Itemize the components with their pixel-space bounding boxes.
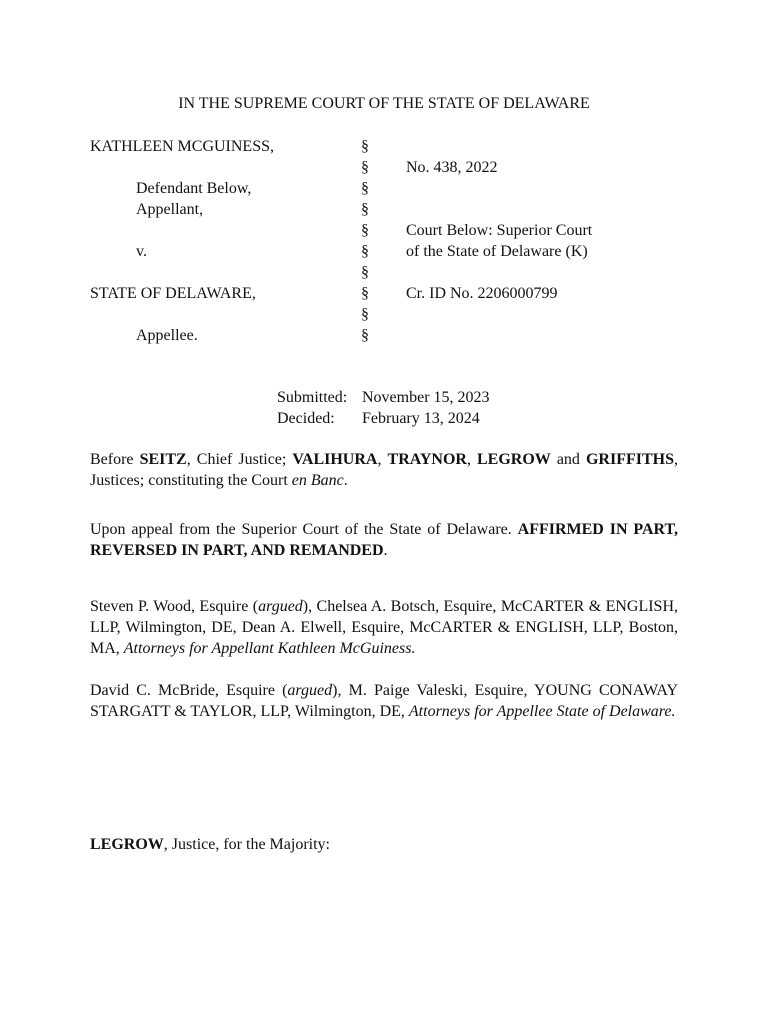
section-symbol: § xyxy=(361,243,369,260)
before-text: . xyxy=(343,472,348,489)
before-text: , Chief Justice; xyxy=(186,451,293,468)
section-symbol: § xyxy=(361,159,369,176)
panel-paragraph xyxy=(90,449,678,491)
section-symbol-column xyxy=(361,136,369,346)
court-below-line-1: Court Below: Superior Court xyxy=(406,222,593,239)
justice-name: LEGROW xyxy=(476,451,551,468)
decided-label: Decided: xyxy=(277,410,335,427)
justice-name: TRAYNOR xyxy=(387,451,467,468)
appellee-counsel-paragraph xyxy=(90,680,678,722)
counsel-role: Attorneys for Appellee State of Delaware. xyxy=(408,703,676,720)
before-prefix: Before xyxy=(90,451,140,468)
section-symbol: § xyxy=(361,180,369,197)
court-title: IN THE SUPREME COURT OF THE STATE OF DELAWARE xyxy=(178,95,590,112)
appellee-name: STATE OF DELAWARE, xyxy=(90,285,256,302)
disposition-paragraph xyxy=(90,519,678,561)
disposition-result: AFFIRMED IN PART, REVERSED IN PART, AND REMANDED xyxy=(90,521,679,559)
versus: v. xyxy=(136,243,147,260)
counsel-text: Steven P. Wood, Esquire ( xyxy=(90,598,259,615)
author-role: , Justice, for the Majority: xyxy=(163,836,330,853)
en-banc: en Banc xyxy=(291,472,344,489)
section-symbol: § xyxy=(361,306,369,323)
counsel-text: ), Chelsea A. Botsch, Esquire, McCARTER & ENGLISH, LLP, Wilmington, DE, Dean A. Elwell, Esquire, McCARTER & ENGLISH, LLP, Boston, MA, xyxy=(90,598,679,657)
submitted-label: Submitted: xyxy=(277,389,348,406)
counsel-role: Attorneys for Appellant Kathleen McGuiness. xyxy=(123,640,416,657)
case-number: No. 438, 2022 xyxy=(406,159,498,176)
justice-name: GRIFFITHS xyxy=(585,451,674,468)
author-name: LEGROW xyxy=(90,836,164,853)
justice-name: SEITZ xyxy=(139,451,187,468)
section-symbol: § xyxy=(361,222,369,239)
submitted-date: November 15, 2023 xyxy=(362,389,490,406)
counsel-text: ), M. Paige Valeski, Esquire, YOUNG CONAWAY STARGATT & TAYLOR, LLP, Wilmington, DE, xyxy=(90,682,678,720)
court-below-line-2: of the State of Delaware (K) xyxy=(406,243,588,260)
before-text: , xyxy=(466,451,477,468)
justice-name: VALIHURA xyxy=(292,451,378,468)
section-symbol: § xyxy=(361,264,369,281)
counsel-text: David C. McBride, Esquire ( xyxy=(90,682,288,699)
before-text: , xyxy=(377,451,388,468)
before-text: and xyxy=(550,451,586,468)
section-symbol: § xyxy=(361,327,369,344)
appellant-role-line-1: Defendant Below, xyxy=(136,180,252,197)
disposition-end: . xyxy=(383,542,388,559)
appellant-name: KATHLEEN MCGUINESS, xyxy=(90,138,274,155)
decided-date: February 13, 2024 xyxy=(362,410,480,427)
section-symbol: § xyxy=(361,285,369,302)
appellant-role-line-2: Appellant, xyxy=(136,201,204,218)
disposition-text: Upon appeal from the Superior Court of the State of Delaware. xyxy=(90,521,518,538)
criminal-id: Cr. ID No. 2206000799 xyxy=(406,285,558,302)
appellant-counsel-paragraph xyxy=(90,596,678,659)
argued-note: argued xyxy=(258,598,303,615)
before-text: , Justices; constituting the Court xyxy=(90,451,678,489)
argued-note: argued xyxy=(287,682,333,699)
opinion-author-line xyxy=(90,834,330,855)
section-symbol: § xyxy=(361,201,369,218)
appellee-role: Appellee. xyxy=(136,327,198,344)
section-symbol: § xyxy=(361,138,369,155)
